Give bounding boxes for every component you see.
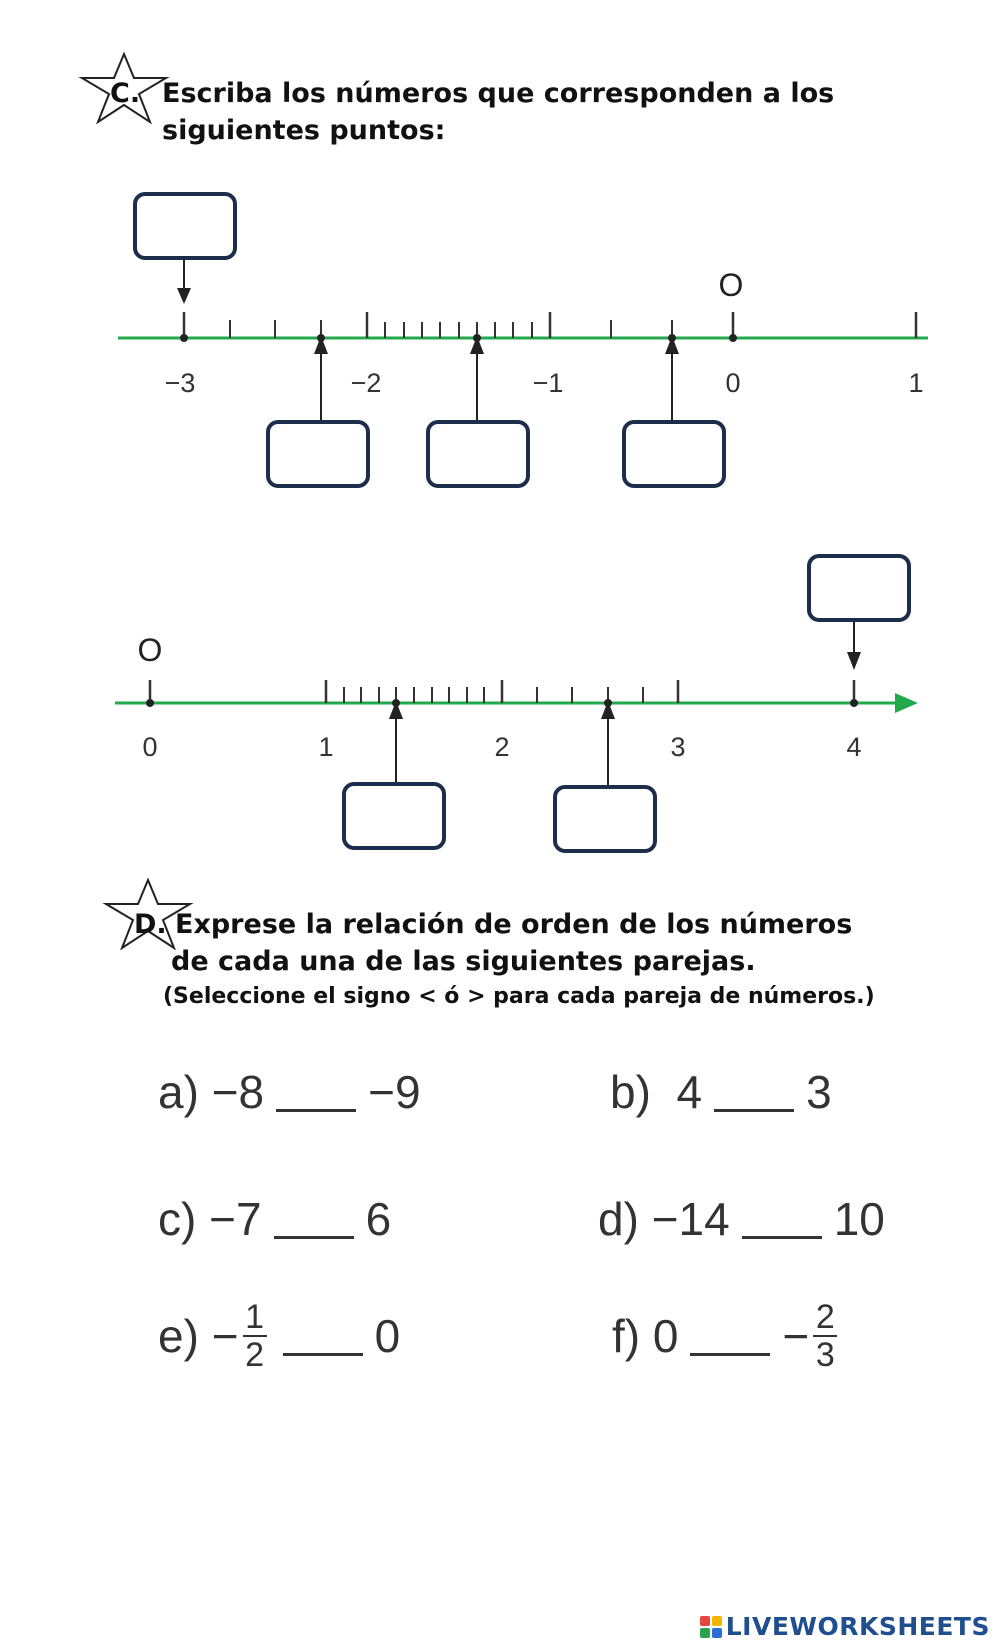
logo-icon: [700, 1616, 722, 1638]
liveworksheets-logo: [700, 1612, 990, 1641]
right-value: −9: [368, 1066, 421, 1118]
tick-label: 4: [846, 732, 862, 762]
exercise-d: [598, 1192, 885, 1246]
section-d-instruction-line2: de cada una de las siguientes parejas.: [171, 946, 756, 977]
exercise-f: [612, 1300, 841, 1372]
tick-label: 2: [494, 732, 510, 762]
answer-box[interactable]: [266, 420, 370, 488]
exercise-e: [158, 1300, 400, 1372]
origin-point: [146, 699, 154, 707]
fraction: [813, 1300, 837, 1372]
left-sign: −: [211, 1310, 239, 1362]
exercise-label: c): [158, 1193, 197, 1245]
answer-box[interactable]: [622, 420, 726, 488]
arrow-head: [177, 288, 191, 304]
tick-label: 0: [142, 732, 158, 762]
tick-label: −1: [532, 368, 564, 398]
origin-point: [729, 334, 737, 342]
tick-label: −3: [164, 368, 196, 398]
brand-text: LIVEWORKSHEETS: [725, 1612, 990, 1641]
right-value: 3: [806, 1066, 832, 1118]
left-value: 4: [676, 1066, 703, 1118]
answer-blank[interactable]: [714, 1073, 794, 1112]
origin-label: O: [137, 632, 163, 668]
denominator: 2: [245, 1336, 265, 1374]
right-value: 6: [365, 1193, 392, 1245]
tick-label: 1: [908, 368, 924, 398]
left-value: −8: [211, 1066, 265, 1118]
answer-box[interactable]: [133, 192, 237, 260]
answer-box[interactable]: [342, 782, 446, 850]
denominator: 3: [815, 1336, 835, 1374]
arrow-head: [847, 652, 861, 670]
answer-blank[interactable]: [283, 1317, 363, 1356]
right-value: 0: [374, 1310, 401, 1362]
answer-box[interactable]: [553, 785, 657, 853]
left-value: −7: [209, 1193, 262, 1245]
tick-label: 1: [318, 732, 334, 762]
exercise-label: b): [610, 1066, 651, 1118]
answer-blank[interactable]: [690, 1317, 770, 1356]
section-c-instruction-line2: siguientes puntos:: [162, 115, 446, 146]
answer-blank[interactable]: [274, 1200, 354, 1239]
exercise-label: a): [158, 1066, 199, 1118]
axis-arrow-head: [895, 693, 918, 713]
section-d-instruction-line1: Exprese la relación de orden de los números: [175, 909, 853, 940]
exercise-label: d): [598, 1193, 639, 1245]
answer-blank[interactable]: [742, 1200, 822, 1239]
section-d-letter: D.: [134, 909, 167, 940]
origin-label: O: [718, 267, 744, 303]
exercise-c: [158, 1192, 391, 1246]
tick-label: 3: [670, 732, 686, 762]
section-d-note: (Seleccione el signo < ó > para cada pareja de números.): [163, 984, 875, 1009]
right-value: 10: [833, 1193, 885, 1245]
right-sign: −: [782, 1310, 810, 1362]
left-value: −14: [651, 1193, 730, 1245]
tick-label: −2: [350, 368, 382, 398]
point-marker: [850, 699, 858, 707]
numerator: 1: [245, 1298, 265, 1336]
exercise-b: [610, 1065, 832, 1119]
tick-label: 0: [725, 368, 741, 398]
exercise-label: e): [158, 1310, 199, 1362]
exercise-label: f): [612, 1310, 641, 1362]
left-value: 0: [652, 1310, 679, 1362]
numerator: 2: [815, 1298, 835, 1336]
section-c-letter: C.: [110, 78, 141, 109]
fraction: [243, 1300, 267, 1372]
exercise-a: [158, 1065, 421, 1119]
section-c-instruction-line1: Escriba los números que corresponden a los: [162, 78, 835, 109]
answer-box[interactable]: [426, 420, 530, 488]
answer-box[interactable]: [807, 554, 911, 622]
answer-blank[interactable]: [276, 1073, 356, 1112]
point-marker: [180, 334, 188, 342]
